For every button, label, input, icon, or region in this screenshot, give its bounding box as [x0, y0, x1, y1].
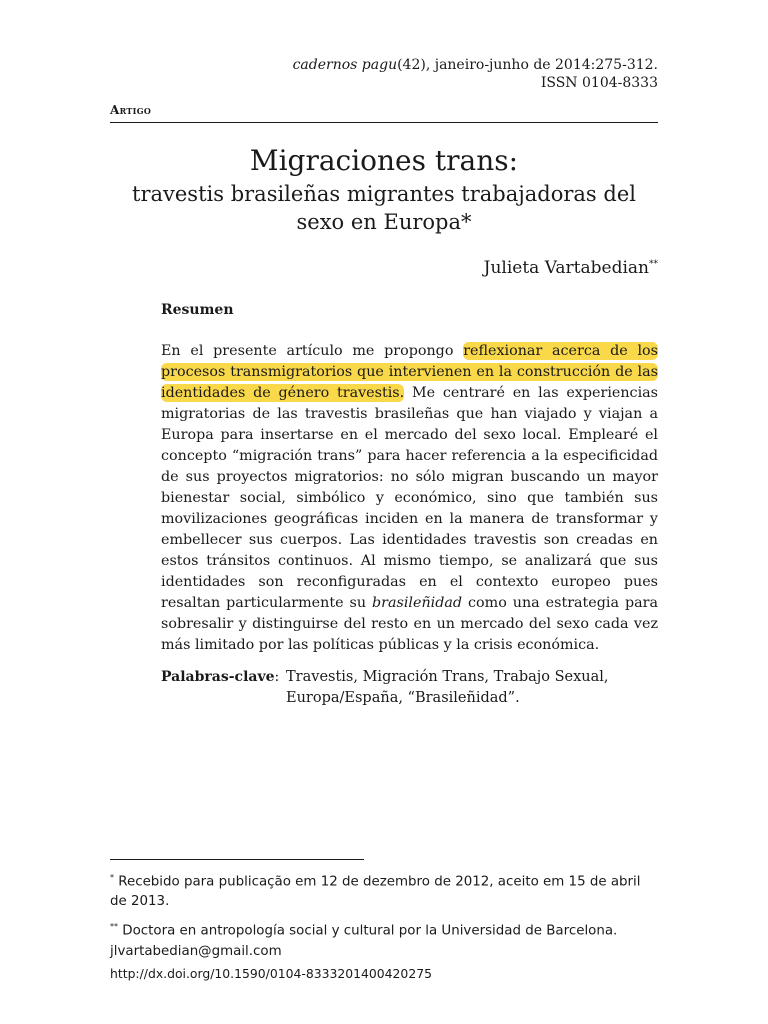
journal-citation	[293, 56, 658, 92]
header-divider	[110, 122, 658, 123]
article-title: Migraciones trans:	[249, 144, 519, 177]
abstract-text-start: En el presente artículo me propongo	[161, 343, 464, 359]
abstract-highlight[interactable]: reflexionar acerca de los procesos transmigratorios que intervienen en la construcción de las identidades de género travestis.	[161, 343, 658, 401]
footnote-2	[110, 917, 658, 961]
footnote-divider	[110, 859, 364, 860]
author-name	[484, 258, 658, 278]
keywords-colon: :	[274, 669, 280, 685]
footnotes	[110, 868, 658, 967]
keywords-label	[161, 669, 279, 685]
author-label: Julieta Vartabedian	[483, 258, 649, 278]
section-label: Artigo	[110, 103, 152, 117]
footnote-2-text: Doctora en antropología social y cultural por la Universidad de Barcelona. jlvartabedian@gmail.com	[110, 923, 618, 959]
footnote-1	[110, 868, 658, 912]
abstract-text-end: como una estrategia para sobresalir y distinguirse del resto en un mercado del sexo cada vez más limitado por las políticas públicas y la crisis económica.	[161, 595, 658, 653]
keywords-label-text: Palabras-clave	[161, 669, 275, 685]
footnote-1-mark: *	[110, 873, 114, 882]
journal-line	[293, 56, 658, 74]
abstract-italic-term: brasileñidad	[372, 595, 463, 611]
keywords-list: Travestis, Migración Trans, Trabajo Sexual, Europa/España, “Brasileñidad”.	[286, 669, 609, 706]
abstract-text-middle: Me centraré en las experiencias migratorias de las travestis brasileñas que han viajado y viajan a Europa para insertarse en el mercado del sexo local. Emplearé el concepto “migración trans” para hacer referencia a la especificidad de sus proyectos migratorios: no sólo migran buscando un mayor bienestar social, simbólico y económico, sino que también sus movilizaciones geográficas inciden en la manera de transformar y embellecer sus cuerpos. Las identidades travestis son creadas en estos tránsitos continuos. Al mismo tiempo, se analizará que sus identidades son reconfiguradas en el contexto europeo pues resaltan particularmente su	[161, 385, 659, 611]
doi-link[interactable]: http://dx.doi.org/10.1590/0104-8333201400420275	[110, 966, 432, 981]
abstract-body	[161, 341, 658, 656]
journal-name: cadernos pagu	[292, 57, 398, 73]
article-subtitle: travestis brasileñas migrantes trabajadoras del sexo en Europa*	[132, 182, 636, 234]
author-footnote-mark: **	[649, 259, 658, 270]
footnote-1-text: Recebido para publicação em 12 de dezembro de 2012, aceito em 15 de abril de 2013.	[110, 874, 641, 910]
issn: ISSN 0104-8333	[540, 75, 658, 91]
abstract-heading: Resumen	[161, 302, 234, 318]
journal-issue: (42), janeiro-junho de 2014:275-312.	[397, 57, 658, 73]
footnote-2-mark: **	[110, 922, 118, 932]
